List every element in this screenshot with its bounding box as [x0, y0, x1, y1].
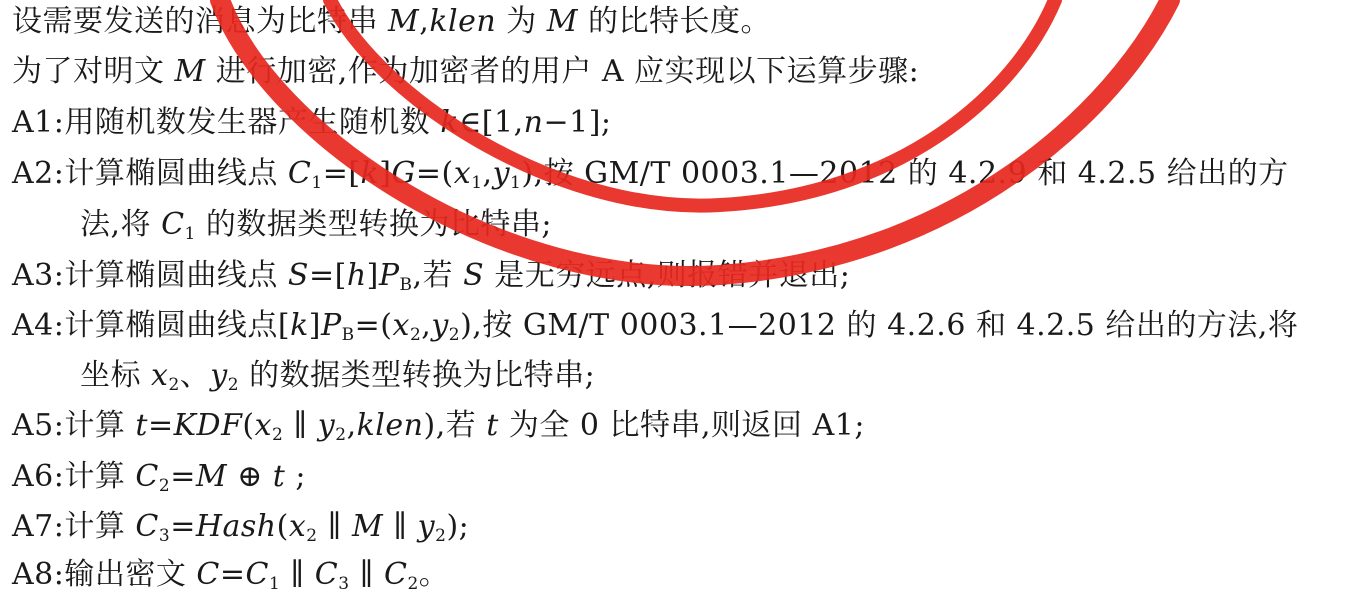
text-segment: A7:计算: [12, 509, 136, 544]
math-symbol: x: [254, 408, 273, 443]
text-segment: =: [219, 557, 246, 592]
text-segment: A2:计算椭圆曲线点: [12, 156, 288, 191]
math-symbol: M: [195, 459, 228, 494]
text-segment: 的数据类型转换为比特串;: [239, 358, 596, 393]
text-segment: =[: [308, 258, 347, 293]
text-segment: A1:用随机数发生器产生随机数: [12, 105, 441, 140]
text-segment: 进行加密,作为加密者的用户 A 应实现以下运算步骤:: [205, 54, 920, 89]
text-segment: ,若: [412, 258, 464, 293]
text-segment: 的比特长度。: [577, 4, 772, 39]
text-segment: 的数据类型转换为比特串;: [195, 207, 553, 242]
subscript: 2: [272, 425, 284, 445]
math-symbol: x: [151, 358, 169, 393]
text-segment: 、: [179, 358, 211, 393]
text-segment: ⊕: [227, 459, 273, 494]
math-symbol: n: [523, 105, 544, 140]
text-segment: ∈[1,: [459, 105, 524, 140]
text-segment: ,: [482, 156, 493, 191]
math-symbol: P: [320, 308, 342, 343]
math-symbol: C: [135, 459, 159, 494]
text-segment: ),按 GM/T 0003.1—2012 的 4.2.6 和 4.2.5 给出的方法,将: [460, 308, 1299, 343]
text-line-l7: [12, 306, 1298, 346]
text-segment: ∥: [283, 408, 318, 443]
text-segment: =: [170, 459, 196, 494]
subscript: 3: [158, 526, 171, 546]
math-symbol: M: [388, 4, 420, 39]
text-segment: 为了对明文: [12, 54, 175, 89]
math-symbol: Hash: [195, 509, 277, 544]
text-segment: =: [147, 408, 174, 443]
math-symbol: C: [161, 207, 185, 242]
text-line-l10: [12, 457, 306, 497]
subscript: 1: [184, 224, 196, 244]
subscript: 2: [409, 325, 422, 345]
text-segment: 设需要发送的消息为比特串: [12, 4, 389, 39]
subscript: 1: [268, 574, 281, 594]
text-segment: ∥: [349, 557, 384, 592]
text-segment: 。: [418, 557, 450, 592]
text-segment: A5:计算: [12, 408, 136, 443]
text-line-l3: [12, 103, 612, 143]
text-segment: 坐标: [80, 358, 152, 393]
text-segment: A8:输出密文: [12, 557, 197, 592]
math-symbol: k: [290, 308, 309, 343]
math-symbol: KDF: [173, 408, 243, 443]
text-segment: ),若: [423, 408, 487, 443]
subscript: 3: [338, 574, 350, 594]
subscript: 1: [510, 173, 522, 193]
math-symbol: x: [453, 156, 472, 191]
text-line-l1: [12, 2, 771, 42]
math-symbol: C: [196, 557, 220, 592]
text-segment: );: [446, 509, 470, 544]
math-symbol: C: [135, 509, 159, 544]
text-line-l9: [12, 406, 865, 446]
math-symbol: klen: [356, 408, 424, 443]
text-segment: 为: [496, 4, 547, 39]
math-symbol: M: [546, 4, 578, 39]
text-segment: A3:计算椭圆曲线点: [12, 258, 288, 293]
text-segment: 法,将: [80, 207, 162, 242]
subscript: 2: [335, 425, 347, 445]
math-symbol: x: [392, 308, 410, 343]
text-segment: ∥: [383, 509, 418, 544]
math-symbol: t: [135, 408, 148, 443]
text-segment: =[: [322, 156, 361, 191]
math-symbol: S: [463, 258, 485, 293]
subscript: B: [399, 275, 413, 295]
text-line-l8: [80, 356, 595, 396]
math-symbol: y: [210, 358, 228, 393]
math-symbol: C: [245, 557, 269, 592]
text-segment: −1];: [543, 105, 612, 140]
subscript: 1: [311, 173, 323, 193]
math-symbol: k: [440, 105, 460, 140]
text-segment: 是无穷远点,则报错并退出;: [484, 258, 851, 293]
text-line-l11: [12, 507, 469, 547]
math-symbol: k: [360, 156, 380, 191]
subscript: 2: [227, 375, 240, 395]
text-segment: ,: [421, 308, 432, 343]
text-line-l6: [12, 256, 850, 296]
text-line-l12: [12, 555, 449, 595]
text-segment: A6:计算: [12, 459, 136, 494]
text-segment: ;: [285, 459, 306, 494]
text-segment: ∥: [317, 509, 353, 544]
math-symbol: M: [174, 54, 206, 89]
math-symbol: t: [486, 408, 499, 443]
subscript: 2: [435, 526, 447, 546]
text-segment: =: [170, 509, 196, 544]
math-symbol: klen: [429, 4, 497, 39]
math-symbol: y: [431, 308, 449, 343]
text-segment: =(: [415, 156, 454, 191]
subscript: B: [341, 325, 355, 345]
text-segment: (: [242, 408, 255, 443]
subscript: 1: [471, 173, 483, 193]
subscript: 2: [448, 325, 461, 345]
text-segment: ,: [346, 408, 357, 443]
subscript: 2: [168, 375, 180, 395]
subscript: 2: [158, 476, 171, 496]
text-line-l4: [12, 154, 1289, 194]
subscript: 2: [306, 526, 318, 546]
text-segment: ∥: [280, 557, 315, 592]
text-line-l2: [12, 52, 919, 92]
math-symbol: t: [272, 459, 286, 494]
math-symbol: G: [391, 156, 416, 191]
math-symbol: y: [492, 156, 511, 191]
math-symbol: y: [317, 408, 336, 443]
subscript: 2: [407, 574, 419, 594]
text-segment: (: [276, 509, 289, 544]
text-segment: ]: [308, 308, 321, 343]
text-segment: ),按 GM/T 0003.1—2012 的 4.2.9 和 4.2.5 给出的方: [521, 156, 1289, 191]
text-segment: =(: [354, 308, 393, 343]
text-segment: A4:计算椭圆曲线点[: [12, 308, 291, 343]
math-symbol: P: [378, 258, 400, 293]
math-symbol: M: [352, 509, 384, 544]
math-symbol: C: [383, 557, 408, 592]
text-segment: ,: [419, 4, 430, 39]
math-symbol: C: [287, 156, 312, 191]
math-symbol: h: [346, 258, 367, 293]
math-symbol: x: [288, 509, 307, 544]
text-line-l5: [80, 205, 552, 245]
text-segment: 为全 0 比特串,则返回 A1;: [498, 408, 865, 443]
text-segment: ]: [379, 156, 392, 191]
text-segment: ]: [366, 258, 379, 293]
math-symbol: C: [314, 557, 339, 592]
math-symbol: y: [417, 509, 436, 544]
math-symbol: S: [287, 258, 309, 293]
